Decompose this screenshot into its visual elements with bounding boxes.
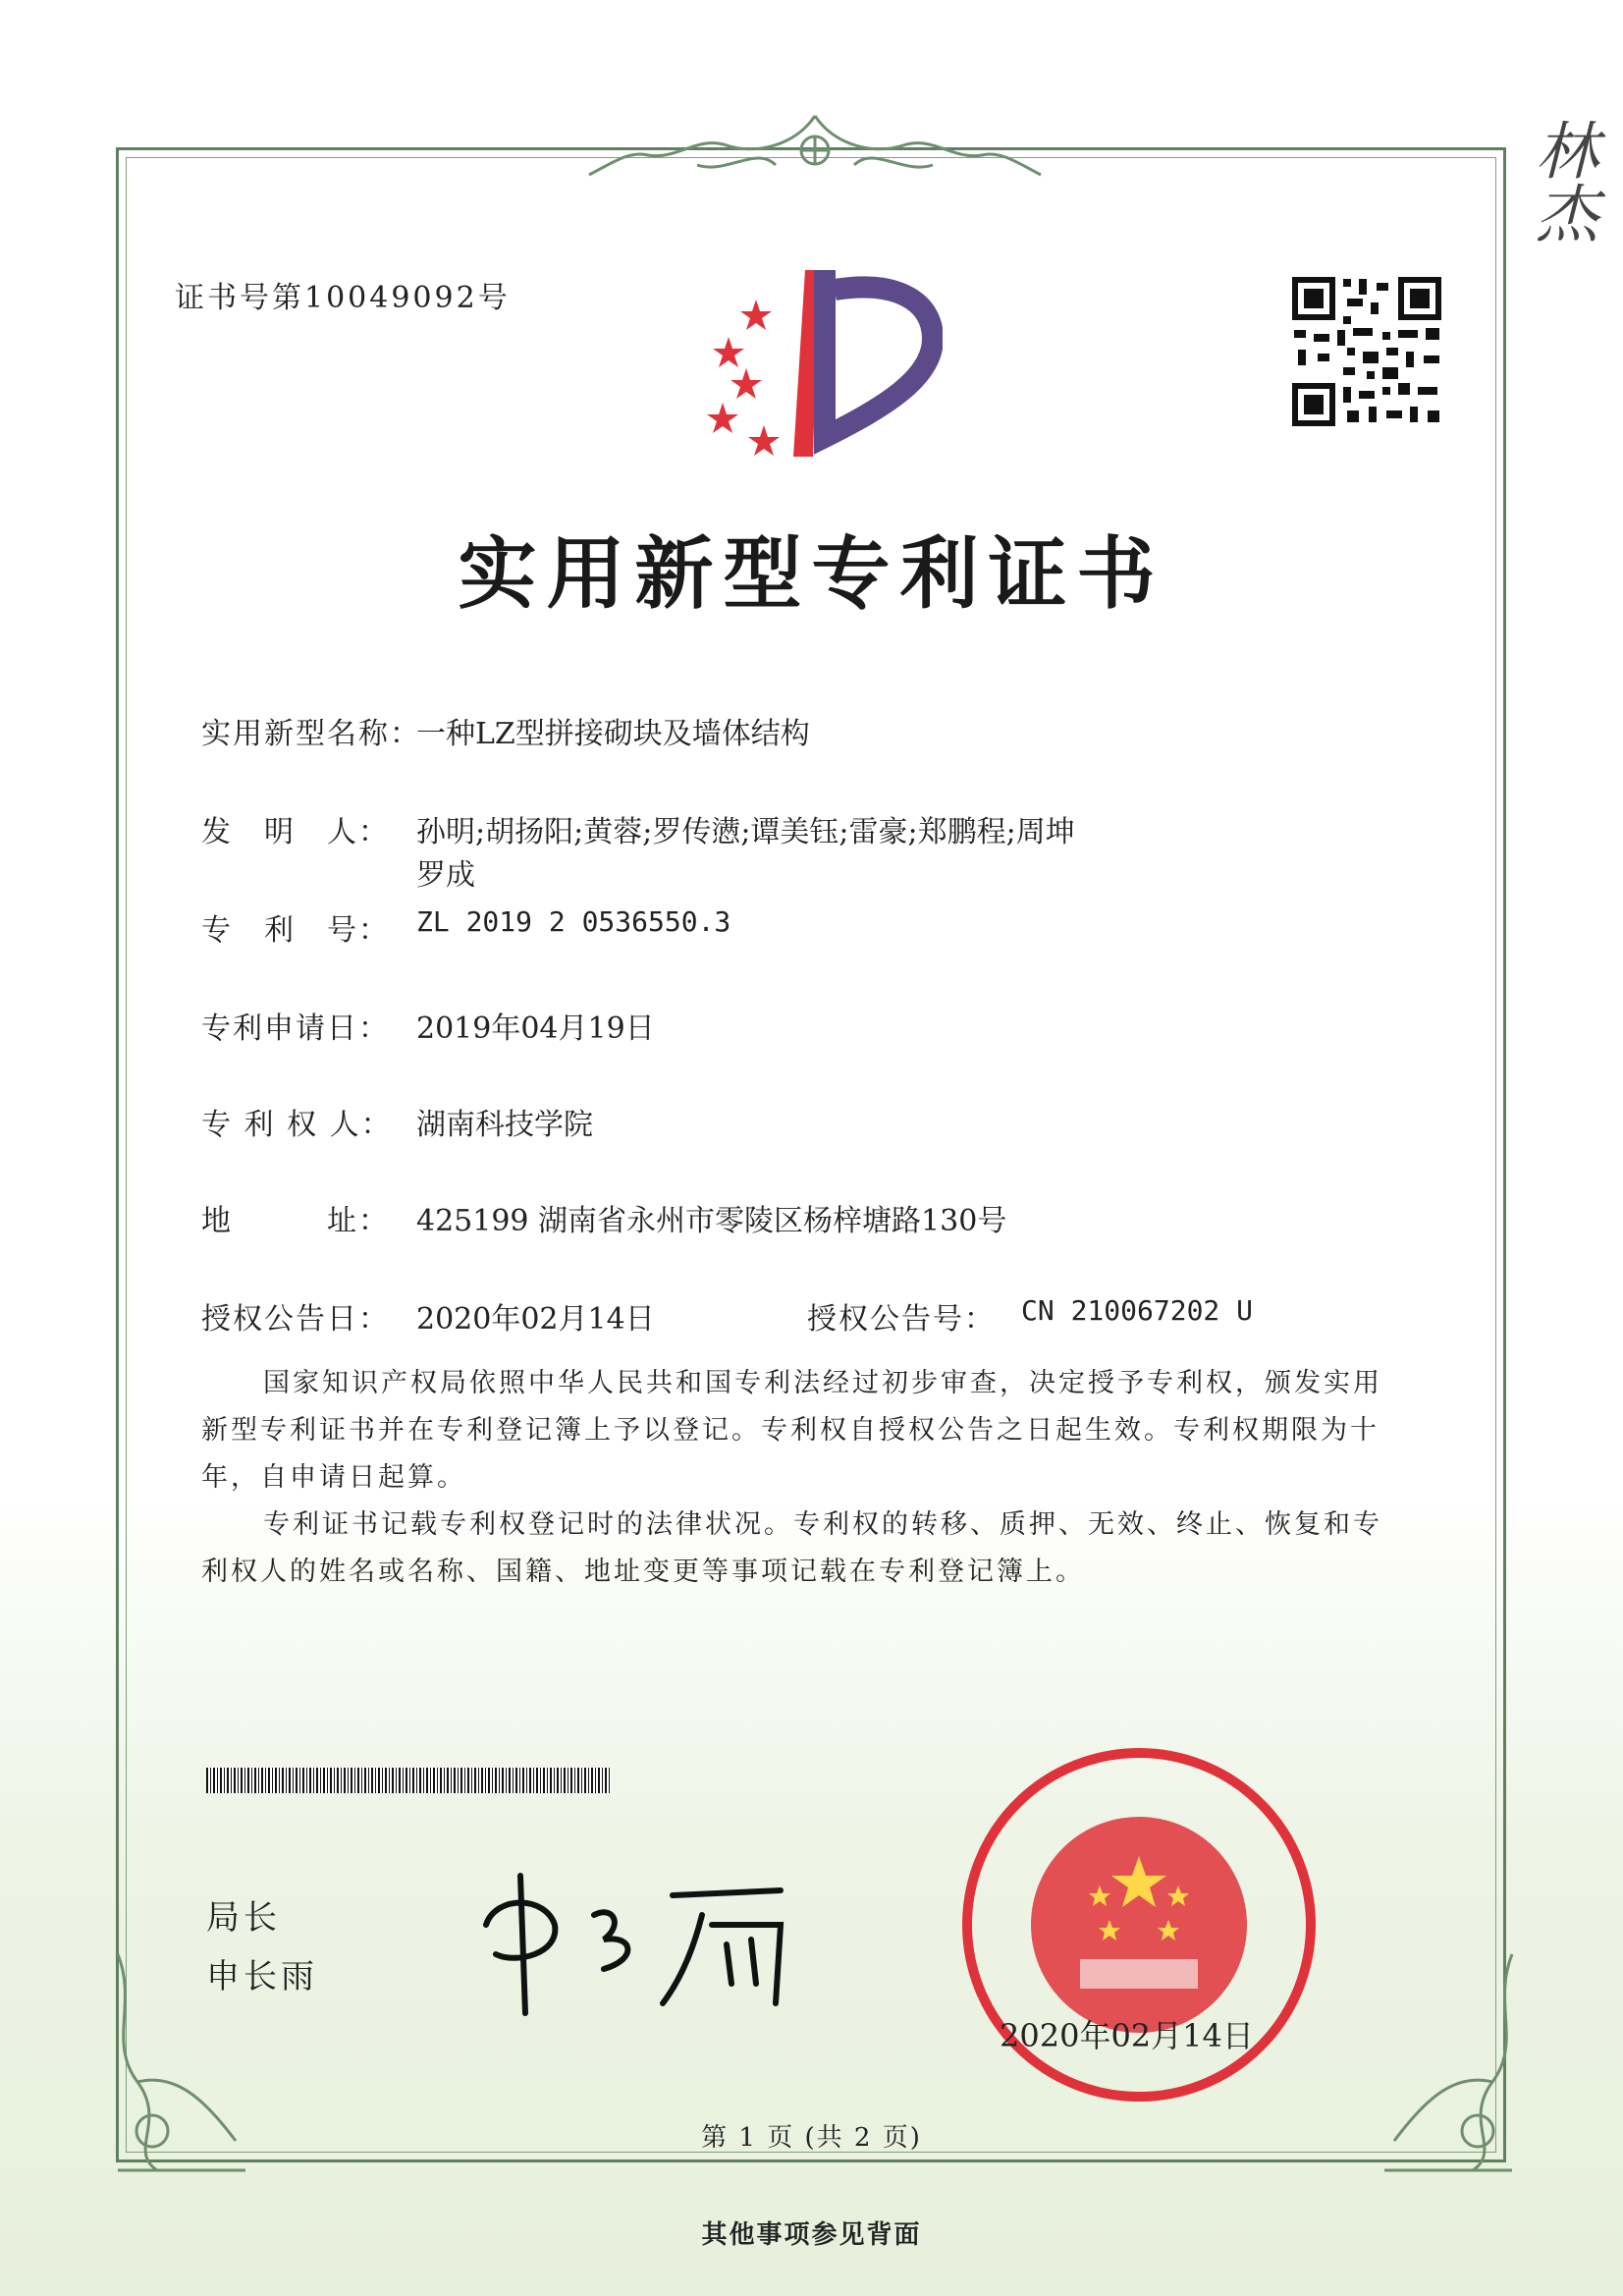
utility-model-name-value: 一种LZ型拼接砌块及墙体结构 xyxy=(416,717,810,751)
inventor-value-line1: 孙明;胡扬阳;黄蓉;罗传懑;谭美钰;雷豪;郑鹏程;周坤 xyxy=(416,815,1075,849)
body-para2-line1: 专利证书记载专利权登记时的法律状况。专利权的转移、质押、无效、终止、恢复和专 xyxy=(263,1509,1382,1540)
handwritten-note: 林杰 xyxy=(1525,118,1597,244)
grant-date-label: 授权公告日： xyxy=(201,1302,390,1337)
address-label: 地 址： xyxy=(201,1204,390,1238)
inventor-label: 发 明 人： xyxy=(201,815,390,849)
seal-text: 国家知识产权局 xyxy=(1137,1922,1141,1924)
patent-number-label: 专 利 号： xyxy=(201,913,390,948)
grant-date-value: 2020年02月14日 xyxy=(416,1302,655,1337)
body-para1-line3: 年，自申请日起算。 xyxy=(201,1462,466,1493)
certificate-number: 证书号第10049092号 xyxy=(175,281,511,315)
application-date-value: 2019年04月19日 xyxy=(416,1011,655,1046)
director-title: 局长 xyxy=(206,1898,281,1938)
utility-model-name-label: 实用新型名称： xyxy=(201,717,421,751)
top-ornament-icon xyxy=(579,106,1051,194)
director-name: 申长雨 xyxy=(206,1957,318,1996)
qr-code-icon xyxy=(1288,273,1445,430)
patentee-value: 湖南科技学院 xyxy=(416,1108,593,1142)
patentee-label: 专 利 权 人： xyxy=(201,1108,393,1142)
body-para1-line1: 国家知识产权局依照中华人民共和国专利法经过初步审查，决定授予专利权，颁发实用 xyxy=(263,1368,1382,1398)
body-para2-line2: 利权人的姓名或名称、国籍、地址变更等事项记载在专利登记簿上。 xyxy=(201,1557,1085,1587)
handwritten-signature-icon xyxy=(466,1856,820,2023)
application-date-label: 专利申请日： xyxy=(201,1011,390,1046)
patent-number-value: ZL 2019 2 0536550.3 xyxy=(416,905,731,938)
address-value: 425199 湖南省永州市零陵区杨梓塘路130号 xyxy=(416,1204,1007,1238)
body-para1-line2: 新型专利证书并在专利登记簿上予以登记。专利权自授权公告之日起生效。专利权期限为十 xyxy=(201,1415,1380,1446)
barcode-icon xyxy=(206,1768,611,1793)
grant-number-value: CN 210067202 U xyxy=(1021,1294,1254,1327)
page-number: 第 1 页 (共 2 页) xyxy=(701,2123,922,2153)
page-title: 实用新型专利证书 xyxy=(458,527,1165,620)
grant-number-label: 授权公告号： xyxy=(807,1302,996,1337)
inventor-value-line2: 罗成 xyxy=(416,858,475,893)
seal-date: 2020年02月14日 xyxy=(1000,2017,1254,2054)
patent-office-logo-icon xyxy=(687,260,943,457)
back-note: 其他事项参见背面 xyxy=(701,2220,922,2250)
